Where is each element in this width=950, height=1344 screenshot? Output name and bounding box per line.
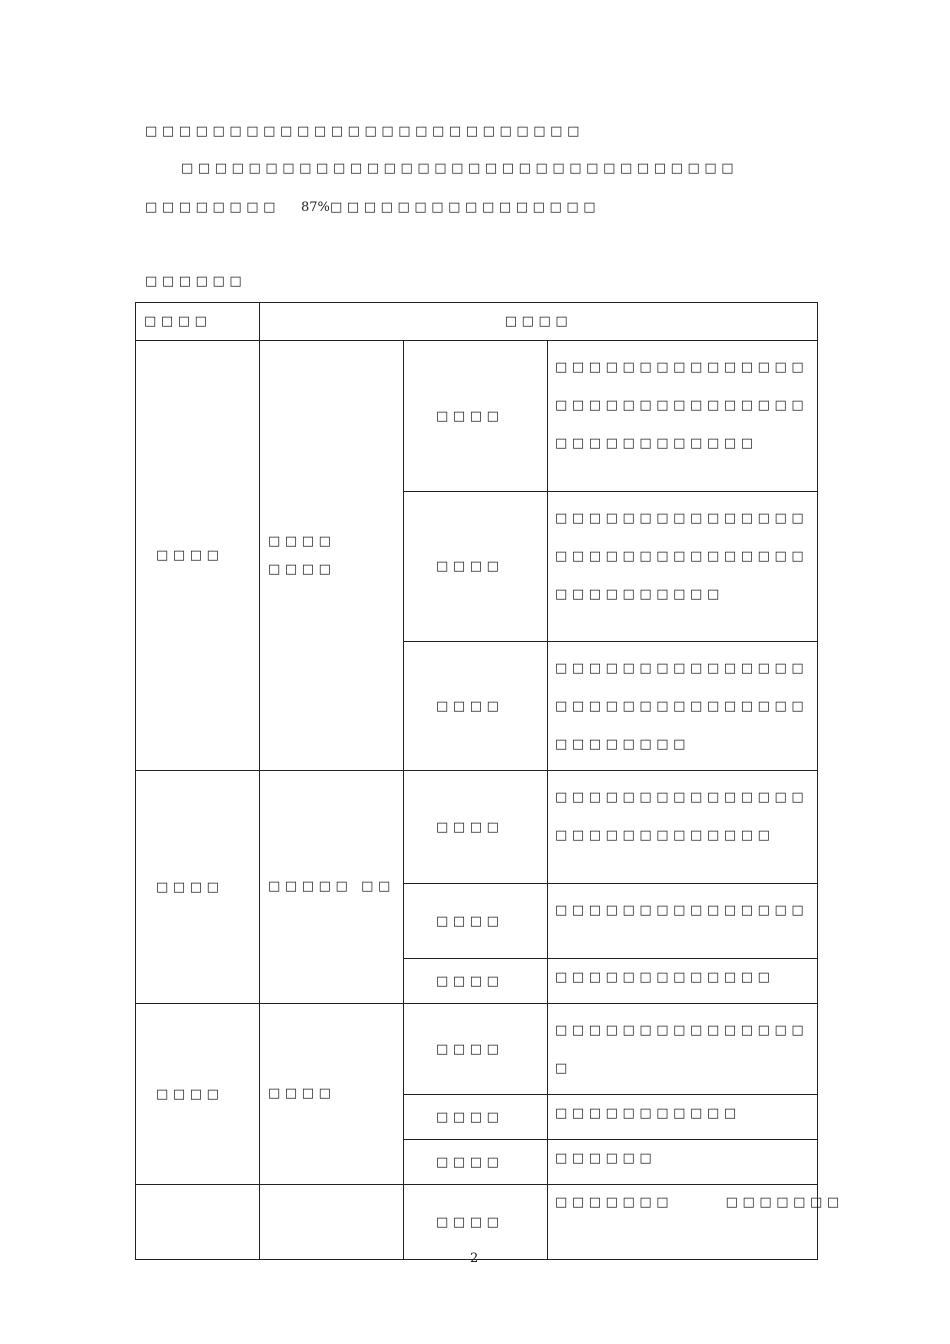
table-row [136,1185,818,1260]
page-number: 2 [470,1251,479,1266]
level3-cell: □□□□ [404,341,548,492]
description-cell: □□□□□□□□□□□□□□□□ [548,1004,818,1095]
description-cell: □□□□□□□ □□□□□□□ [548,1185,818,1260]
level3-cell: □□□□ [404,884,548,959]
description-cell: □□□□□□□□□□□□□□□□□□□□□□□□□□□□□□□□□□□□□□ [548,642,818,771]
description-cell: □□□□□□□□□□□□□□□□□□□□□□□□□□□□□□□□□□□□□□□□□□ [548,341,818,492]
paragraph-line-3-suffix: □□□□□□□□□□□□□□□□ [330,200,601,215]
level3-cell: □□□□ [404,642,548,771]
table-caption: □□□□□□ [145,274,247,289]
table-header-row [136,303,818,341]
paragraph-line-3-percent: 87% [301,200,330,215]
table-row [136,771,818,884]
level3-cell: □□□□ [404,492,548,642]
classification-table [135,302,844,1260]
level1-cell [136,1185,260,1260]
level2-cell: □□□□ [260,1004,404,1185]
level1-cell: □□□□ [136,771,260,1004]
level2-cell: □□□□□ □□ [260,771,404,1004]
table-row [136,1004,818,1095]
level3-cell: □□□□ [404,771,548,884]
header-col1: □□□□ [136,303,260,341]
level3-cell: □□□□ [404,1095,548,1140]
level2-cell: □□□□ □□□□ [260,341,404,771]
paragraph-line-3-prefix: □□□□□□□□ [145,200,281,215]
level3-cell: □□□□ [404,1185,548,1260]
paragraph-line-1: □□□□□□□□□□□□□□□□□□□□□□□□□□ [145,124,584,139]
description-cell: □□□□□□□□□□□□□□□ [548,884,818,959]
level1-cell: □□□□ [136,341,260,771]
level1-cell: □□□□ [136,1004,260,1185]
level3-cell: □□□□ [404,1140,548,1185]
table-row [136,341,818,492]
description-cell: □□□□□□□□□□□ [548,1095,818,1140]
level2-cell [260,1185,404,1260]
description-cell: □□□□□□□□□□□□□ [548,959,818,1004]
description-cell: □□□□□□ [548,1140,818,1185]
level3-cell: □□□□ [404,959,548,1004]
level3-cell: □□□□ [404,1004,548,1095]
description-cell: □□□□□□□□□□□□□□□□□□□□□□□□□□□□□□□□□□□□□□□□ [548,492,818,642]
description-cell: □□□□□□□□□□□□□□□□□□□□□□□□□□□□ [548,771,818,884]
paragraph-line-2: □□□□□□□□□□□□□□□□□□□□□□□□□□□□□□□□□ [181,161,739,176]
header-col2: □□□□ [260,303,818,341]
